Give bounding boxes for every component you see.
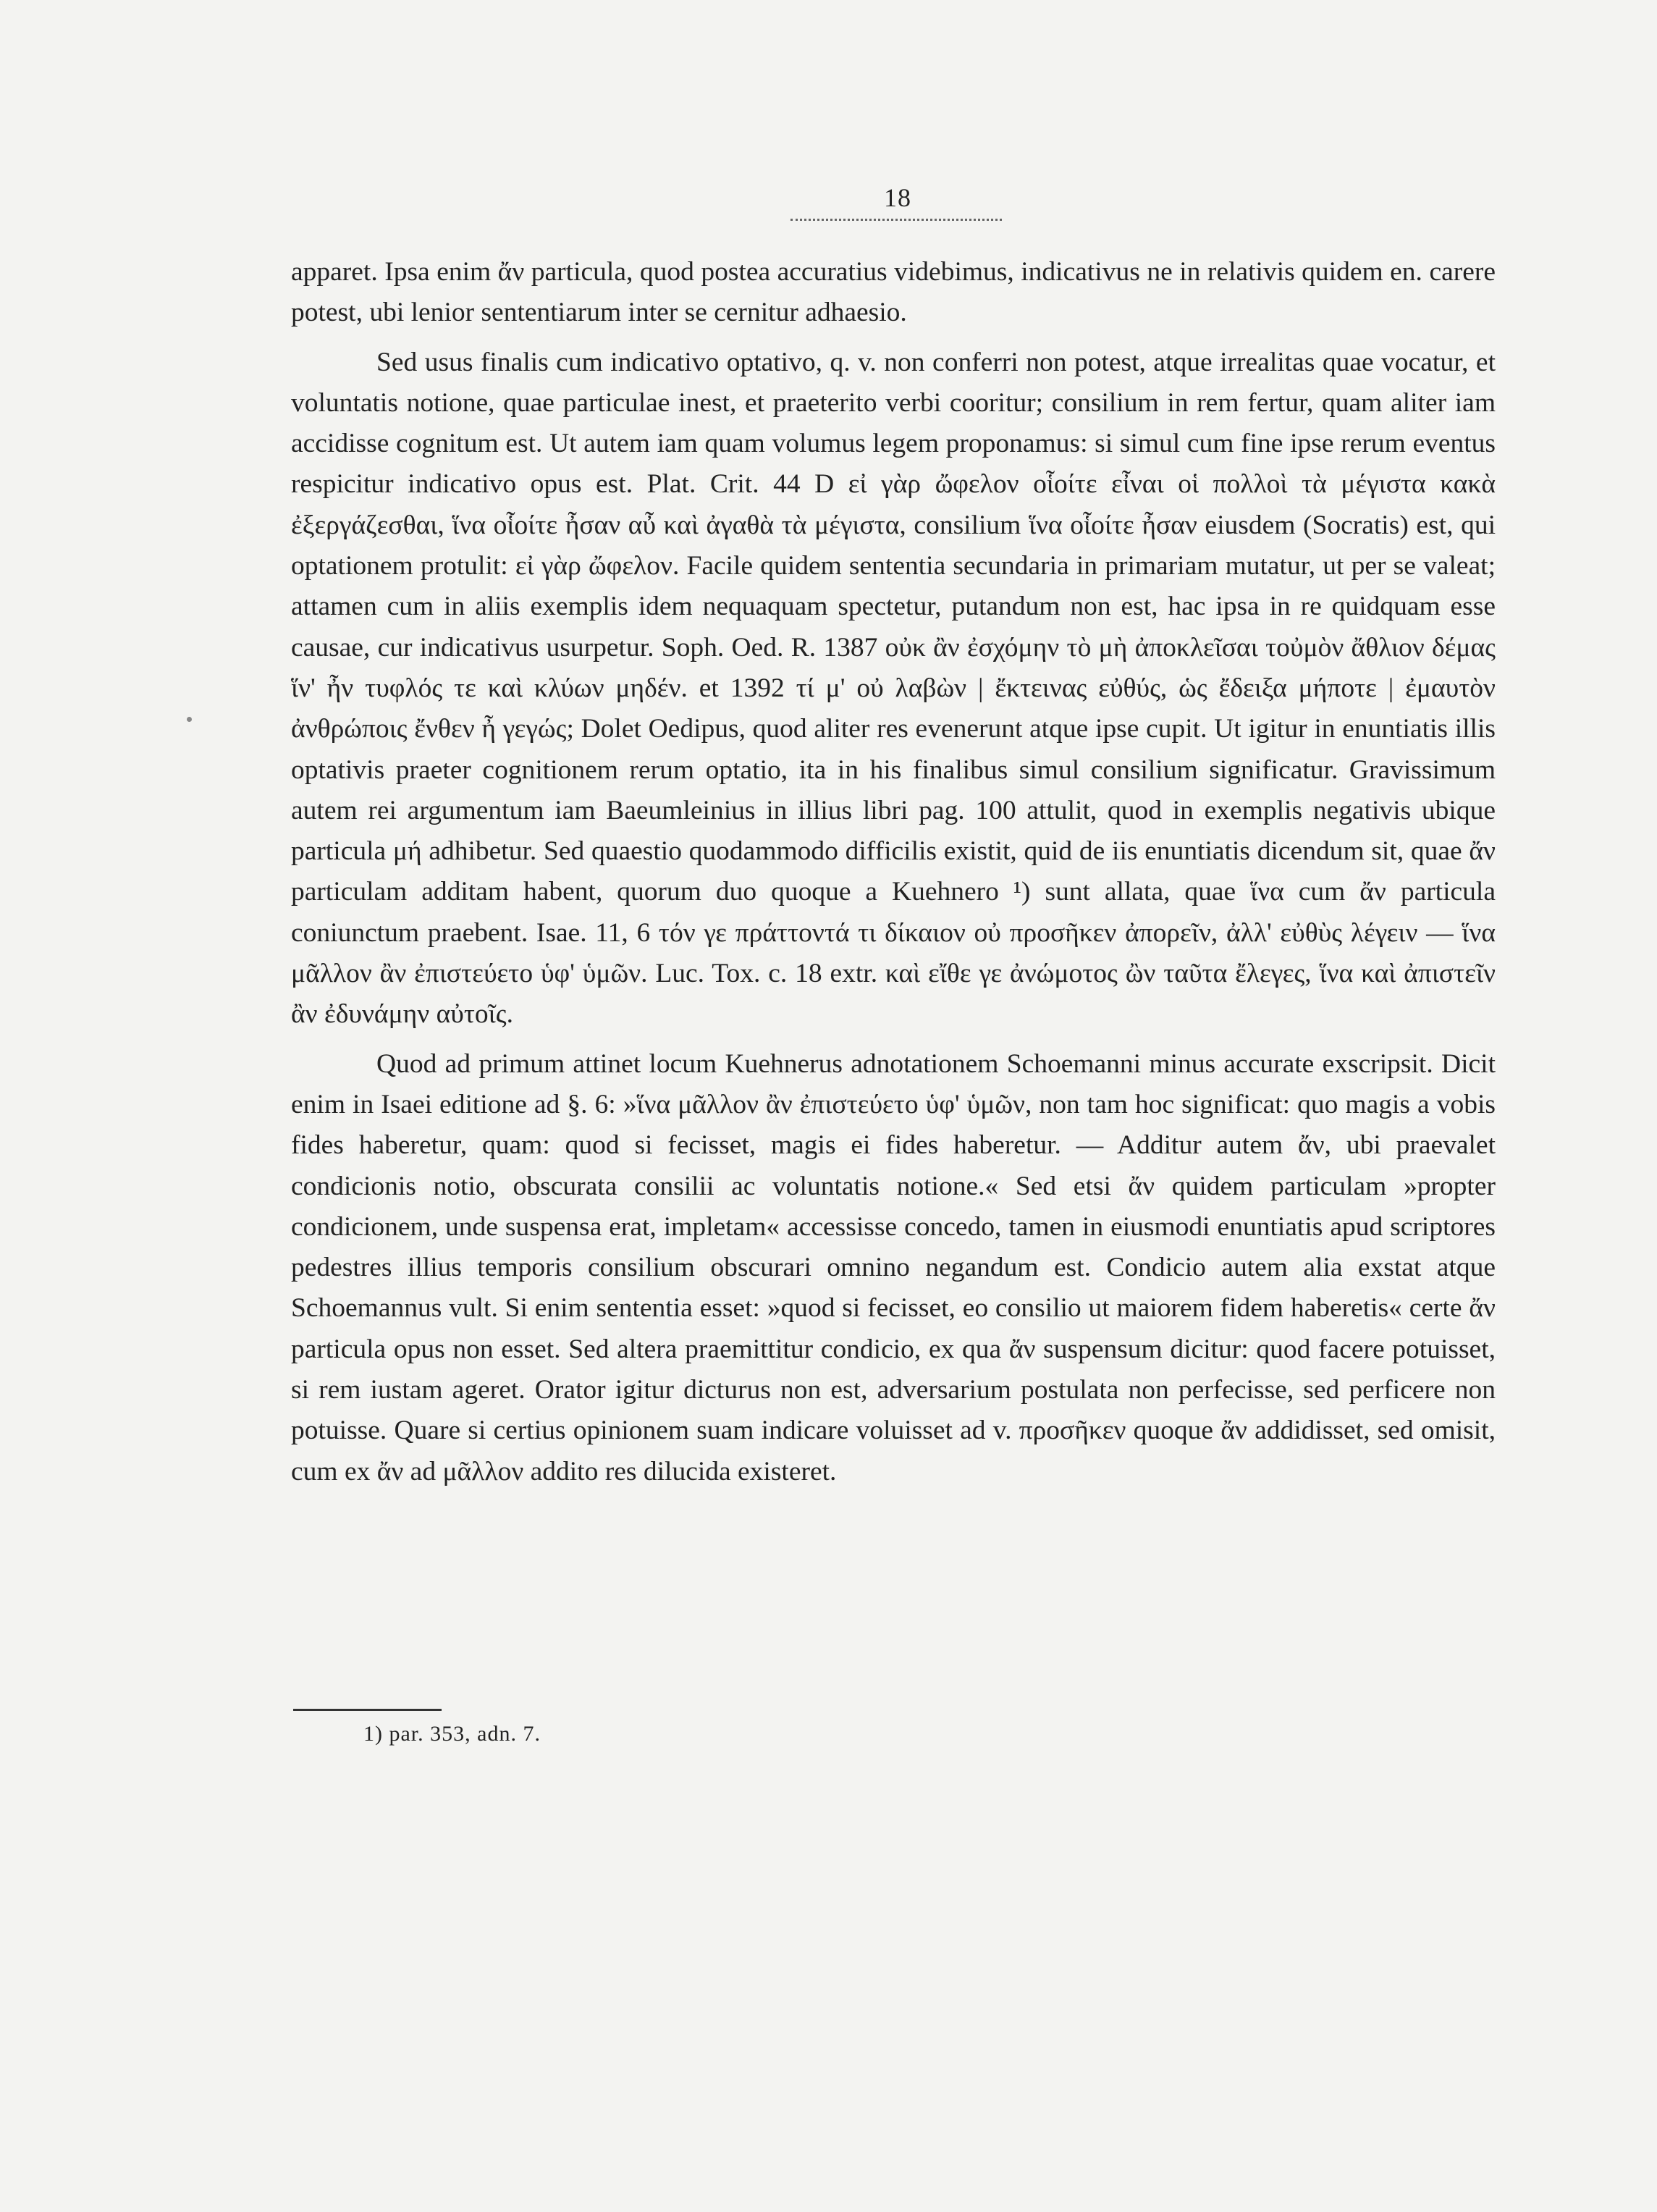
margin-mark [187, 717, 192, 722]
page-number-rule [790, 219, 1002, 221]
page-number: 18 [884, 183, 911, 212]
footnote: 1) par. 353, adn. 7. [363, 1722, 541, 1746]
paragraph-3: Quod ad primum attinet locum Kuehnerus adnotationem Schoemanni minus accurate exscripsit. Dicit enim in Isaei editione ad §. 6: »ἵνα μᾶλλον ἂν ἐπιστεύετο ὑφ' ὑμῶν, non tam hoc significat: quo magis a vobis fides haberetur, quam: quod si fecisset, magis ei fides haberetur. — Additur autem ἄν, ubi praevalet condicionis notio, obscurata consilii ac voluntatis notione.« Sed etsi ἄν quidem particulam »propter condicionem, unde suspensa erat, impletam« accessisse concedo, tamen in eiusmodi enuntiatis apud scriptores pedestres illius temporis consilium obscurari omnino negandum est. Condicio autem alia exstat atque Schoemannus vult. Si enim sententia esset: »quod si fecisset, eo consilio ut maiorem fidem haberetis« certe ἄν particula opus non esset. Sed altera praemittitur condicio, ex qua ἄν suspensum dicitur: quod facere potuisset, si rem iustam ageret. Orator igitur dicturus non est, adversarium postulata non perfecisse, sed perficere non potuisse. Quare si certius opinionem suam indicare voluisset ad v. προσῆκεν quoque ἄν addidisset, sed omisit, cum ex ἄν ad μᾶλλον addito res dilucida existeret. [291, 1048, 1496, 1486]
paragraph-1: apparet. Ipsa enim ἄν particula, quod postea accuratius videbimus, indicativus ne in relativis quidem en. carere potest, ubi lenior sententiarum inter se cernitur adhaesio. [291, 257, 1496, 328]
body-text [291, 252, 1496, 1492]
paragraph-2: Sed usus finalis cum indicativo optativo, q. v. non conferri non potest, atque irrealitas quae vocatur, et voluntatis notione, quae particulae inest, et praeterito verbi cooritur; consilium in rem fertur, quam aliter iam accidisse cognitum est. Ut autem iam quam volumus legem proponamus: si simul cum fine ipse rerum eventus respicitur indicativo opus est. Plat. Crit. 44 D εἰ γὰρ ὤφελον οἷοίτε εἶναι οἱ πολλοὶ τὰ μέγιστα κακὰ ἐξεργάζεσθαι, ἵνα οἷοίτε ἦσαν αὖ καὶ ἀγαθὰ τὰ μέγιστα, consilium ἵνα οἷοίτε ἦσαν eiusdem (Socratis) est, qui optationem protulit: εἰ γὰρ ὤφελον. Facile quidem sententia secundaria in primariam mutatur, ut per se valeat; attamen cum in aliis exemplis idem nequaquam spectetur, putandum non est, hac ipsa in re quidquam esse causae, cur indicativus usurpetur. Soph. Oed. R. 1387 οὐκ ἂν ἐσχόμην τὸ μὴ ἀποκλεῖσαι τοὐμὸν ἄθλιον δέμας ἵν' ἦν τυφλός τε καὶ κλύων μηδέν. et 1392 τί μ' οὐ λαβὼν | ἔκτεινας εὐθύς, ὡς ἔδειξα μήποτε | ἐμαυτὸν ἀνθρώποις ἔνθεν ἦ γεγώς; Dolet Oedipus, quod aliter res evenerunt atque ipse cupit. Ut igitur in enuntiatis illis optativis praeter cognitionem rerum optatio, ita in his finalibus simul consilium significatur. Gravissimum autem rei argumentum iam Baeumleinius in illius libri pag. 100 attulit, quod in exemplis negativis ubique particula μή adhibetur. Sed quaestio quodammodo difficilis existit, quid de iis enuntiatis dicendum sit, quae ἄν particulam additam habent, quorum duo quoque a Kuehnero ¹) sunt allata, quae ἵνα cum ἄν particula coniunctum praebent. Isae. 11, 6 τόν γε πράττοντά τι δίκαιον οὐ προσῆκεν ἀπορεῖν, ἀλλ' εὐθὺς λέγειν — ἵνα μᾶλλον ἂν ἐπιστεύετο ὑφ' ὑμῶν. Luc. Tox. c. 18 extr. καὶ εἴθε γε ἀνώμοτος ὢν ταῦτα ἔλεγες, ἵνα καὶ ἀπιστεῖν ἂν ἐδυνάμην αὐτοῖς. [291, 347, 1496, 1030]
footnote-rule [293, 1709, 442, 1711]
